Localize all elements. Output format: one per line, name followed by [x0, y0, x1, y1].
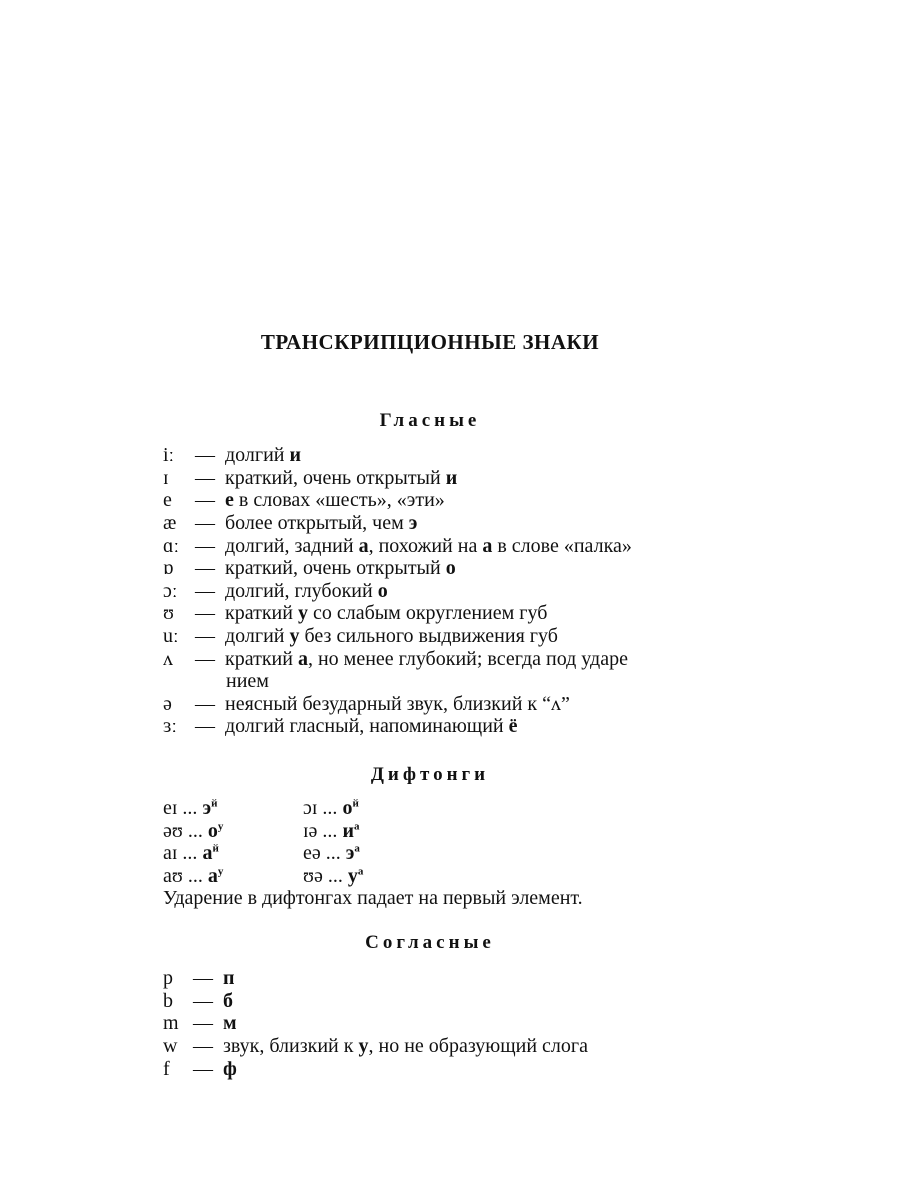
- vowel-row: [163, 512, 417, 535]
- consonant-row: [163, 990, 233, 1013]
- diphthong-item: əʊ ... $о^у$: [163, 820, 224, 842]
- dash: —: [195, 444, 215, 466]
- dash: —: [195, 715, 215, 737]
- dash: —: [195, 535, 215, 557]
- dash: —: [195, 602, 215, 624]
- dash: —: [193, 990, 213, 1012]
- ipa-symbol: ɔː: [163, 580, 178, 602]
- consonant-row: [163, 1012, 237, 1035]
- dash: —: [193, 1035, 213, 1057]
- vowel-description: более открытый, чем э: [225, 512, 418, 534]
- ipa-symbol: ʌ: [163, 648, 173, 670]
- consonant-description: м: [223, 1012, 237, 1034]
- diphthong-stress-note: Ударение в дифтонгах падает на первый элемент.: [163, 887, 583, 909]
- vowel-description: краткий у со слабым округлением губ: [225, 602, 548, 624]
- vowel-row: [163, 648, 628, 671]
- vowel-row: [163, 580, 388, 603]
- vowel-description: долгий, задний а, похожий на а в слове «палка»: [225, 535, 632, 557]
- consonant-description: п: [223, 967, 235, 989]
- vowel-description: долгий, глубокий о: [225, 580, 388, 602]
- ipa-symbol: b: [163, 990, 173, 1012]
- consonant-row: [163, 1058, 237, 1081]
- ipa-symbol: ə: [163, 693, 172, 715]
- ipa-symbol: m: [163, 1012, 179, 1034]
- vowel-description: долгий гласный, напоминающий ё: [225, 715, 518, 737]
- vowel-description: краткий, очень открытый и: [225, 467, 458, 489]
- diphthongs-heading: Дифтонги: [370, 764, 490, 785]
- ipa-symbol: w: [163, 1035, 178, 1057]
- page-title: ТРАНСКРИПЦИОННЫЕ ЗНАКИ: [260, 330, 600, 354]
- vowel-description: долгий и: [225, 444, 302, 466]
- ipa-symbol: p: [163, 967, 173, 989]
- vowel-row-continuation: [226, 670, 269, 693]
- consonants-heading: Согласные: [365, 932, 495, 953]
- diphthong-item: aʊ ... $а^у$: [163, 865, 224, 887]
- ipa-symbol: ɪ: [163, 467, 169, 489]
- ipa-symbol: ɑː: [163, 535, 180, 557]
- diphthong-item: ʊə ... $у^а$: [303, 865, 364, 887]
- vowel-row: [163, 489, 445, 512]
- dash: —: [195, 467, 215, 489]
- vowel-row: [163, 557, 456, 580]
- diphthong-item: eə ... $э^а$: [303, 842, 360, 864]
- vowel-row: [163, 444, 301, 467]
- dash: —: [195, 648, 215, 670]
- consonant-description: ф: [223, 1058, 237, 1080]
- vowel-row: [163, 625, 558, 648]
- vowels-heading: Гласные: [379, 410, 481, 431]
- ipa-symbol: ɒ: [163, 557, 174, 579]
- vowel-row: [163, 535, 632, 558]
- vowel-description: е в словах «шесть», «эти»: [225, 489, 445, 511]
- dash: —: [195, 580, 215, 602]
- vowel-description: неясный безударный звук, близкий к “ʌ”: [225, 693, 570, 715]
- dash: —: [195, 693, 215, 715]
- ipa-symbol: ɜː: [163, 715, 177, 737]
- consonant-description: звук, близкий к у, но не образующий слога: [223, 1035, 588, 1057]
- vowel-description-continued: нием: [226, 670, 269, 692]
- consonant-row: [163, 967, 235, 990]
- ipa-symbol: æ: [163, 512, 177, 534]
- vowel-description: краткий, очень открытый о: [225, 557, 456, 579]
- ipa-symbol: ʊ: [163, 602, 174, 624]
- dash: —: [193, 1012, 213, 1034]
- dash: —: [195, 625, 215, 647]
- dash: —: [195, 512, 215, 534]
- dash: —: [195, 489, 215, 511]
- diphthong-item: ɔɪ ... $о^й$: [303, 797, 359, 819]
- dash: —: [193, 967, 213, 989]
- diphthong-item: ɪə ... $и^а$: [303, 820, 360, 842]
- vowel-description: краткий а, но менее глубокий; всегда под ударе: [225, 648, 628, 670]
- diphthong-item: aɪ ... $а^й$: [163, 842, 219, 864]
- dash: —: [195, 557, 215, 579]
- vowel-description: долгий у без сильного выдвижения губ: [225, 625, 558, 647]
- vowel-row: [163, 715, 517, 738]
- consonant-description: б: [223, 990, 233, 1012]
- ipa-symbol: uː: [163, 625, 179, 647]
- consonant-row: [163, 1035, 588, 1058]
- diphthong-item: eɪ ... $э^й$: [163, 797, 218, 819]
- dash: —: [193, 1058, 213, 1080]
- ipa-symbol: f: [163, 1058, 170, 1080]
- vowel-row: [163, 693, 570, 716]
- ipa-symbol: e: [163, 489, 172, 511]
- ipa-symbol: iː: [163, 444, 175, 466]
- vowel-row: [163, 602, 547, 625]
- vowel-row: [163, 467, 457, 490]
